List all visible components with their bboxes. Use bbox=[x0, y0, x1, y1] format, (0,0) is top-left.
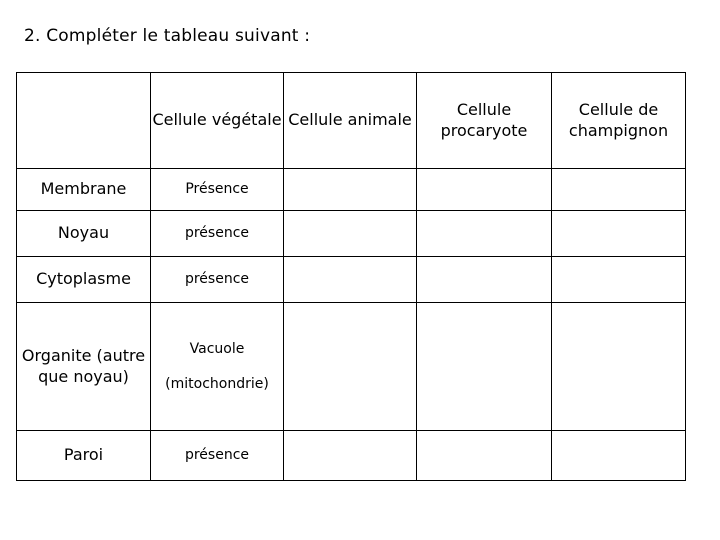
row-label-cytoplasme: Cytoplasme bbox=[17, 257, 151, 303]
cell-membrane-champignon[interactable] bbox=[552, 169, 686, 211]
cell-paroi-procaryote[interactable] bbox=[417, 431, 552, 481]
header-cellule-procaryote: Cellule procaryote bbox=[417, 73, 552, 169]
comparison-table bbox=[16, 72, 686, 481]
organite-value-mitochondrie: (mitochondrie) bbox=[165, 375, 269, 392]
cell-organite-animale[interactable] bbox=[284, 303, 417, 431]
cell-noyau-champignon[interactable] bbox=[552, 211, 686, 257]
cell-organite-champignon[interactable] bbox=[552, 303, 686, 431]
header-empty-cell bbox=[17, 73, 151, 169]
cell-paroi-animale[interactable] bbox=[284, 431, 417, 481]
table-row bbox=[17, 169, 686, 211]
cell-organite-procaryote[interactable] bbox=[417, 303, 552, 431]
header-cellule-champignon: Cellule de champignon bbox=[552, 73, 686, 169]
cell-cytoplasme-vegetale[interactable]: présence bbox=[151, 257, 284, 303]
cell-noyau-animale[interactable] bbox=[284, 211, 417, 257]
row-label-organite: Organite (autre que noyau) bbox=[17, 303, 151, 431]
row-label-noyau: Noyau bbox=[17, 211, 151, 257]
cell-paroi-champignon[interactable] bbox=[552, 431, 686, 481]
header-cellule-animale: Cellule animale bbox=[284, 73, 417, 169]
row-label-paroi: Paroi bbox=[17, 431, 151, 481]
organite-value-vacuole: Vacuole bbox=[189, 341, 245, 358]
cell-membrane-procaryote[interactable] bbox=[417, 169, 552, 211]
header-cellule-vegetale: Cellule végétale bbox=[151, 73, 284, 169]
table-row bbox=[17, 257, 686, 303]
table-header-row bbox=[17, 73, 686, 169]
cell-cytoplasme-champignon[interactable] bbox=[552, 257, 686, 303]
cell-membrane-animale[interactable] bbox=[284, 169, 417, 211]
table-row bbox=[17, 211, 686, 257]
exercise-instruction: 2. Compléter le tableau suivant : bbox=[24, 26, 311, 46]
cell-paroi-vegetale[interactable]: présence bbox=[151, 431, 284, 481]
cell-organite-vegetale[interactable] bbox=[151, 303, 284, 431]
cell-noyau-procaryote[interactable] bbox=[417, 211, 552, 257]
table-row bbox=[17, 431, 686, 481]
row-label-membrane: Membrane bbox=[17, 169, 151, 211]
cell-cytoplasme-animale[interactable] bbox=[284, 257, 417, 303]
cell-membrane-vegetale[interactable]: Présence bbox=[151, 169, 284, 211]
table-row bbox=[17, 303, 686, 431]
cell-cytoplasme-procaryote[interactable] bbox=[417, 257, 552, 303]
cell-noyau-vegetale[interactable]: présence bbox=[151, 211, 284, 257]
